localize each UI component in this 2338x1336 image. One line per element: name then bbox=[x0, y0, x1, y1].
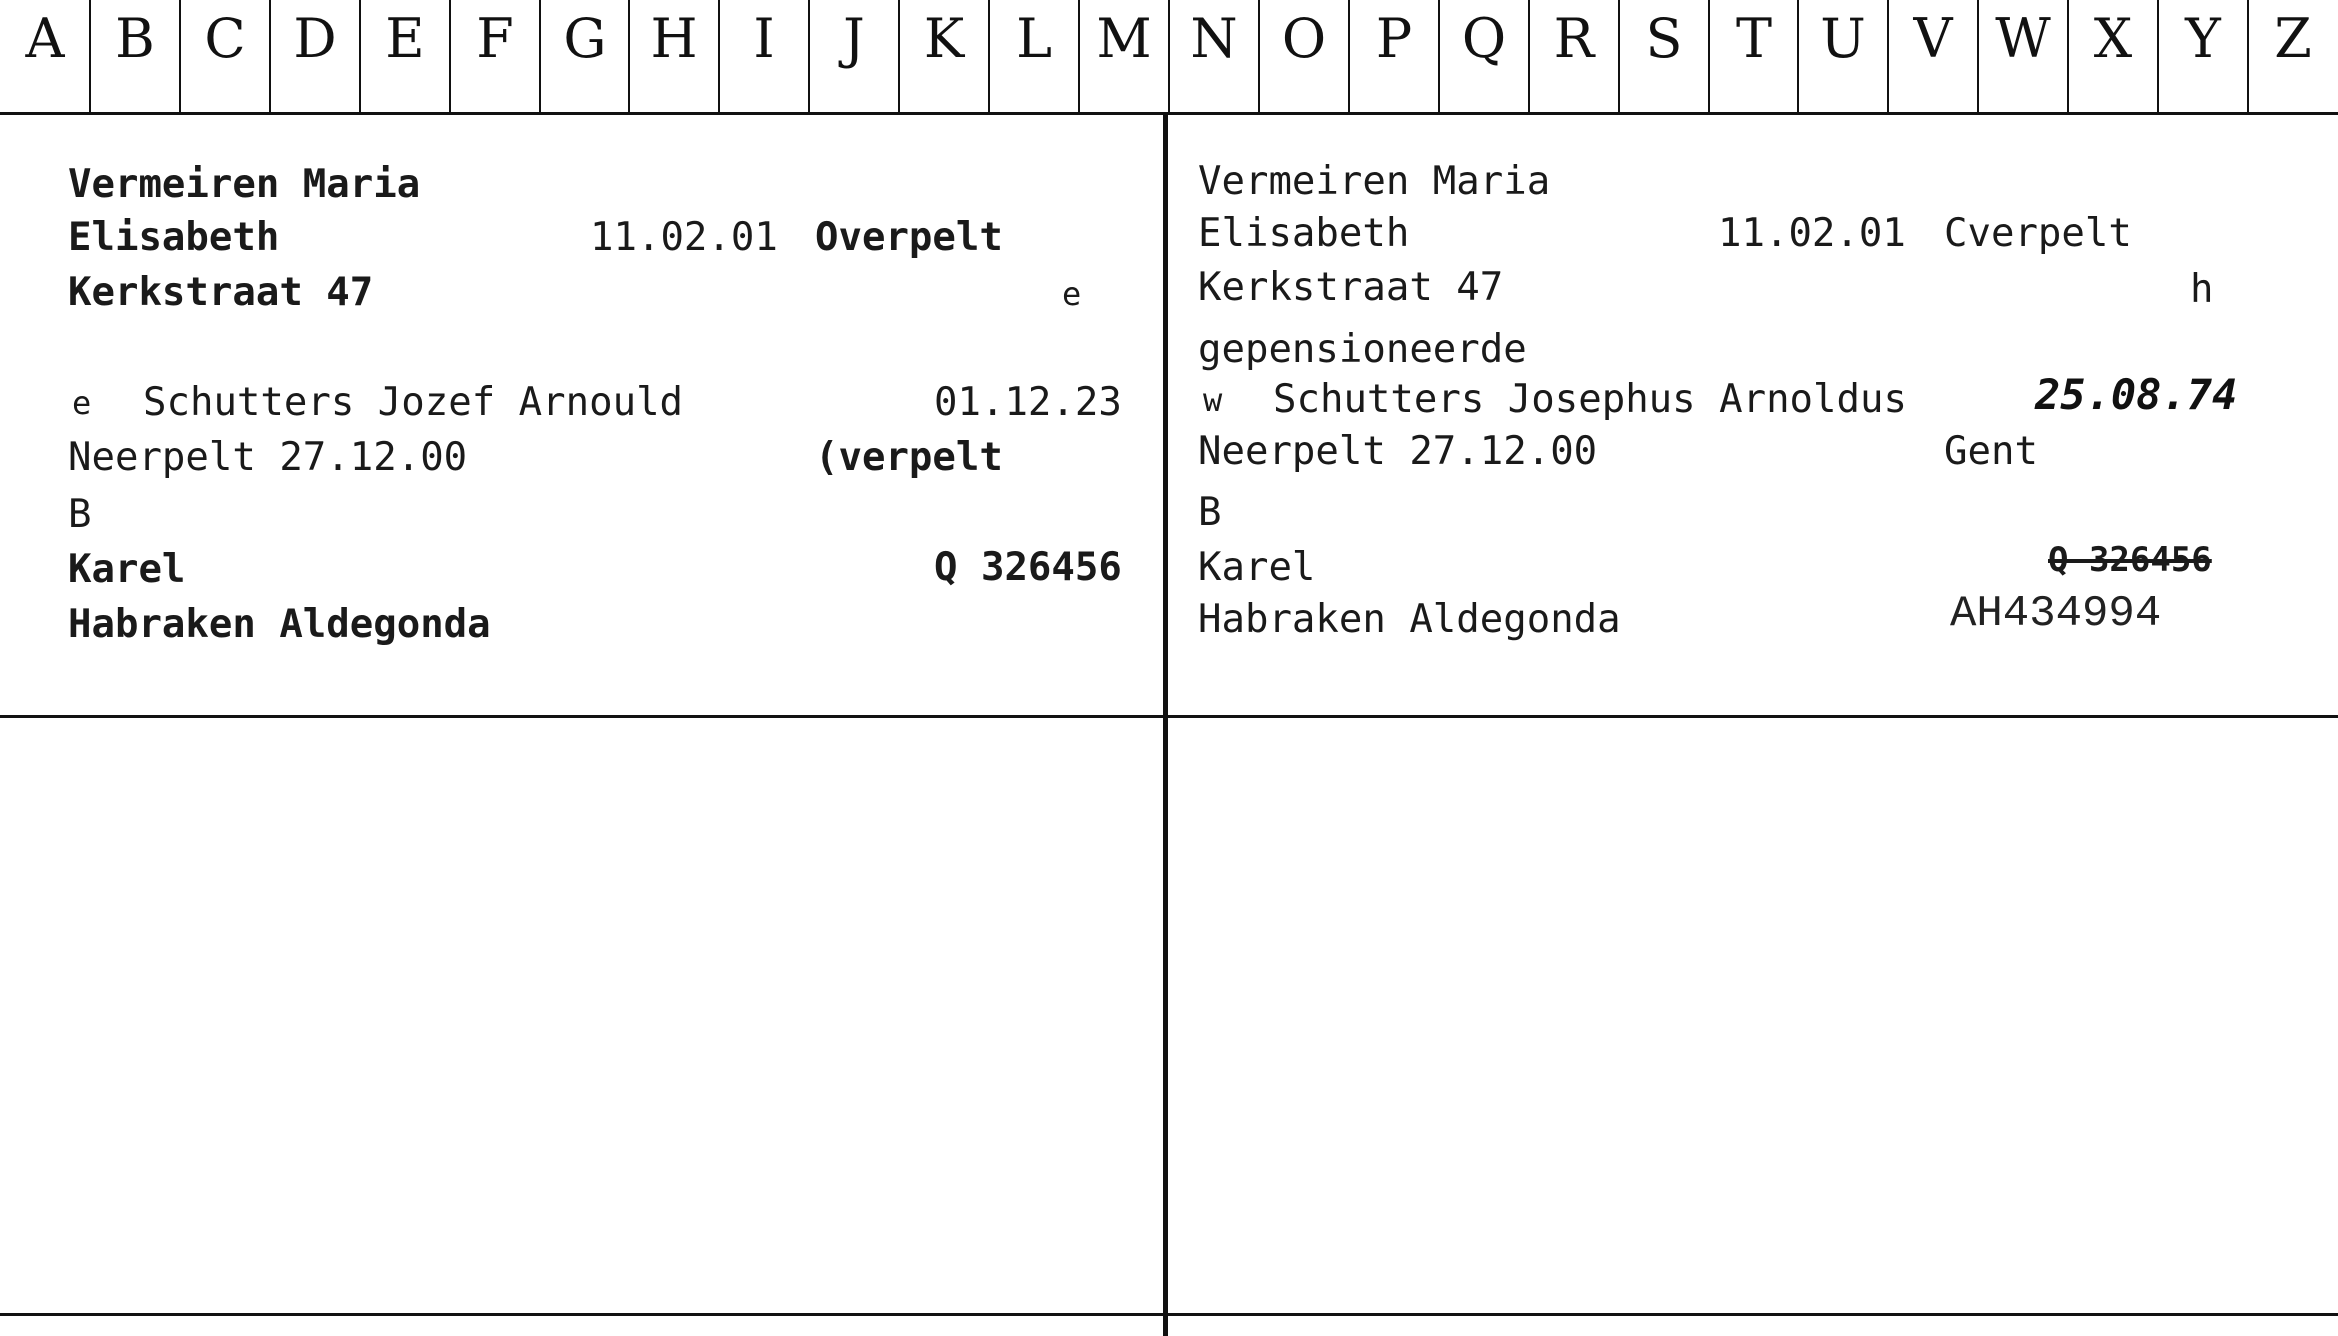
alphabet-letter-label: B bbox=[115, 7, 155, 70]
alphabet-letter-label: L bbox=[1016, 7, 1052, 70]
left-spouse-name: Schutters Jozef Arnould bbox=[143, 380, 684, 425]
alphabet-letter-label: C bbox=[204, 7, 246, 70]
right-father: Karel bbox=[1198, 545, 1316, 590]
alphabet-separator-tick bbox=[808, 0, 810, 112]
left-spouse-prefix: e bbox=[72, 384, 92, 422]
alphabet-letter-k bbox=[899, 0, 989, 112]
right-occupation: gepensioneerde bbox=[1198, 327, 1527, 372]
alphabet-letter-l bbox=[989, 0, 1079, 112]
alphabet-letter-label: O bbox=[1281, 7, 1327, 70]
left-mother: Habraken Aldegonda bbox=[68, 602, 491, 647]
right-birth-date: 11.02.01 bbox=[1718, 211, 1906, 256]
alphabet-letter-label: Y bbox=[2185, 7, 2221, 70]
alphabet-letter-i bbox=[719, 0, 809, 112]
alphabet-letter-label: F bbox=[476, 7, 514, 70]
alphabet-letter-c bbox=[180, 0, 270, 112]
left-marriage-date: 01.12.23 bbox=[934, 380, 1122, 425]
alphabet-letter-label: N bbox=[1190, 7, 1238, 70]
alphabet-letter-p bbox=[1349, 0, 1439, 112]
alphabet-letter-label: U bbox=[1820, 7, 1866, 70]
alphabet-letter-label: E bbox=[385, 7, 425, 70]
alphabet-separator-tick bbox=[359, 0, 361, 112]
alphabet-letter-label: I bbox=[753, 7, 775, 70]
alphabet-letter-h bbox=[629, 0, 719, 112]
card-bottom-divider bbox=[0, 1313, 2338, 1316]
left-id-number: Q 326456 bbox=[934, 545, 1122, 590]
right-old-id-number-struck: Q 326456 bbox=[2048, 540, 2212, 580]
alphabet-letter-label: J bbox=[843, 7, 865, 70]
alphabet-letter-y bbox=[2158, 0, 2248, 112]
alphabet-letter-x bbox=[2068, 0, 2158, 112]
alphabet-letter-label: Z bbox=[2274, 7, 2312, 70]
right-name: Vermeiren Maria bbox=[1198, 159, 1551, 204]
alphabet-letter-q bbox=[1439, 0, 1529, 112]
alphabet-letter-u bbox=[1798, 0, 1888, 112]
right-spouse-name: Schutters Josephus Arnoldus bbox=[1273, 377, 1907, 422]
alphabet-letter-label: S bbox=[1645, 7, 1683, 70]
alphabet-letter-label: X bbox=[2093, 7, 2133, 70]
alphabet-letter-r bbox=[1529, 0, 1619, 112]
left-birth-place: Overpelt bbox=[815, 215, 1003, 260]
alphabet-separator-tick bbox=[1528, 0, 1530, 112]
alphabet-separator-tick bbox=[1438, 0, 1440, 112]
alphabet-letter-label: T bbox=[1735, 7, 1773, 70]
alphabet-separator-tick bbox=[1977, 0, 1979, 112]
right-id-number: AH434994 bbox=[1950, 589, 2162, 639]
right-death-date: 25.08.74 bbox=[2035, 370, 2238, 419]
alphabet-letter-a bbox=[0, 0, 90, 112]
alphabet-divider-line bbox=[0, 112, 2338, 115]
alphabet-letter-e bbox=[360, 0, 450, 112]
card-column-divider bbox=[1163, 115, 1168, 1336]
right-address: Kerkstraat 47 bbox=[1198, 265, 1504, 310]
alphabet-letter-label: P bbox=[1375, 7, 1413, 70]
alphabet-letter-b bbox=[90, 0, 180, 112]
alphabet-index-strip bbox=[0, 0, 2338, 112]
left-address: Kerkstraat 47 bbox=[68, 270, 374, 315]
alphabet-separator-tick bbox=[1887, 0, 1889, 112]
alphabet-letter-label: D bbox=[293, 7, 337, 70]
alphabet-letter-label: G bbox=[563, 7, 607, 70]
left-nationality: B bbox=[68, 492, 92, 537]
alphabet-letter-label: H bbox=[650, 7, 698, 70]
right-mother: Habraken Aldegonda bbox=[1198, 597, 1621, 642]
alphabet-separator-tick bbox=[2247, 0, 2249, 112]
alphabet-separator-tick bbox=[89, 0, 91, 112]
alphabet-separator-tick bbox=[1168, 0, 1170, 112]
alphabet-letter-f bbox=[450, 0, 540, 112]
alphabet-letter-s bbox=[1619, 0, 1709, 112]
alphabet-letter-label: K bbox=[923, 7, 965, 70]
alphabet-letter-m bbox=[1079, 0, 1169, 112]
right-birth-place: Cverpelt bbox=[1944, 211, 2132, 256]
alphabet-letter-g bbox=[540, 0, 630, 112]
alphabet-separator-tick bbox=[269, 0, 271, 112]
alphabet-separator-tick bbox=[718, 0, 720, 112]
right-nationality: B bbox=[1198, 490, 1222, 535]
alphabet-letter-label: M bbox=[1096, 7, 1152, 70]
left-second-name: Elisabeth bbox=[68, 215, 280, 260]
alphabet-separator-tick bbox=[1078, 0, 1080, 112]
alphabet-letter-n bbox=[1169, 0, 1259, 112]
alphabet-separator-tick bbox=[988, 0, 990, 112]
right-death-place: Gent bbox=[1944, 429, 2038, 474]
alphabet-separator-tick bbox=[2067, 0, 2069, 112]
alphabet-separator-tick bbox=[2157, 0, 2159, 112]
right-marital-code: h bbox=[2190, 267, 2214, 312]
left-father: Karel bbox=[68, 547, 186, 592]
alphabet-separator-tick bbox=[1258, 0, 1260, 112]
alphabet-letter-t bbox=[1709, 0, 1799, 112]
alphabet-letter-label: W bbox=[1995, 7, 2051, 70]
alphabet-separator-tick bbox=[539, 0, 541, 112]
alphabet-letter-v bbox=[1888, 0, 1978, 112]
card-row-divider bbox=[0, 715, 2338, 718]
alphabet-letter-label: R bbox=[1553, 7, 1595, 70]
alphabet-separator-tick bbox=[628, 0, 630, 112]
alphabet-separator-tick bbox=[898, 0, 900, 112]
left-birth-date: 11.02.01 bbox=[590, 215, 778, 260]
alphabet-separator-tick bbox=[1708, 0, 1710, 112]
alphabet-separator-tick bbox=[1797, 0, 1799, 112]
alphabet-separator-tick bbox=[449, 0, 451, 112]
alphabet-separator-tick bbox=[1348, 0, 1350, 112]
alphabet-separator-tick bbox=[1618, 0, 1620, 112]
alphabet-letter-w bbox=[1978, 0, 2068, 112]
right-second-name: Elisabeth bbox=[1198, 211, 1410, 256]
left-marital-code: e bbox=[1062, 275, 1082, 313]
alphabet-letter-label: Q bbox=[1461, 7, 1507, 70]
alphabet-letter-j bbox=[809, 0, 899, 112]
right-spouse-birth: Neerpelt 27.12.00 bbox=[1198, 429, 1598, 474]
alphabet-letter-z bbox=[2248, 0, 2338, 112]
alphabet-letter-label: V bbox=[1913, 7, 1953, 70]
alphabet-separator-tick bbox=[179, 0, 181, 112]
alphabet-letter-o bbox=[1259, 0, 1349, 112]
left-marriage-place: (verpelt bbox=[815, 435, 1003, 480]
alphabet-letter-label: A bbox=[25, 7, 65, 70]
left-name: Vermeiren Maria bbox=[68, 162, 421, 207]
alphabet-letter-d bbox=[270, 0, 360, 112]
right-spouse-prefix: w bbox=[1203, 381, 1223, 419]
left-spouse-birth: Neerpelt 27.12.00 bbox=[68, 435, 468, 480]
